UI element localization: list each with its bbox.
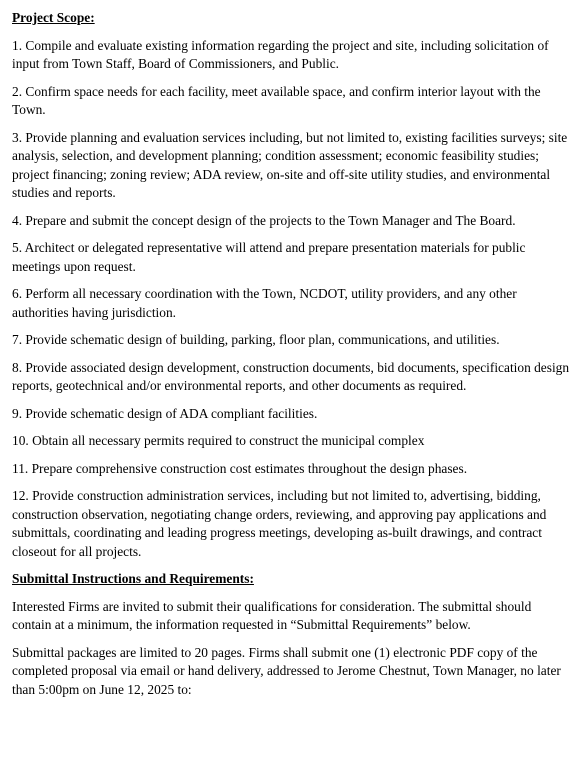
- scope-item-7: 7. Provide schematic design of building, parking, floor plan, communications, and utilities.: [12, 332, 500, 347]
- scope-item-4: 4. Prepare and submit the concept design of the projects to the Town Manager and The Board.: [12, 212, 516, 228]
- project-scope-heading: Project Scope:: [12, 10, 95, 25]
- scope-item-5: 5. Architect or delegated representative will attend and prepare presentation materials for public meetings upon request.: [12, 240, 526, 274]
- submittal-instructions-heading: Submittal Instructions and Requirements:: [12, 571, 254, 586]
- scope-item-8: 8. Provide associated design development, construction documents, bid documents, specification design reports, geotechnical and/or environmental reports, and other documents as required.: [12, 359, 570, 393]
- scope-item-6: 6. Perform all necessary coordination with the Town, NCDOT, utility providers, and any other authorities having jurisdiction.: [12, 286, 517, 320]
- submittal-paragraph-2: Submittal packages are limited to 20 pages. Firms shall submit one (1) electronic PDF copy of the completed proposal via email or hand delivery, addressed to Jerome Chestnut, Town Manager, no later than 5:00pm on June 12, 2025 to:: [12, 644, 561, 697]
- scope-item-12: 12. Provide construction administration services, including but not limited to, advertising, bidding, construction observation, negotiating change orders, reviewing, and approving pay applications and submittals, coordinating and leading progress meetings, developing as-built drawings, and contract closeout for all projects.: [12, 488, 547, 559]
- scope-item-1: 1. Compile and evaluate existing information regarding the project and site, including solicitation of input from Town Staff, Board of Commissioners, and Public.: [12, 37, 549, 71]
- document-page: [12, 9, 572, 708]
- scope-item-10: 10. Obtain all necessary permits required to construct the municipal complex: [12, 433, 425, 448]
- submittal-paragraph-1: Interested Firms are invited to submit their qualifications for consideration. The submittal should contain at a minimum, the information requested in “Submittal Requirements” below.: [12, 598, 532, 632]
- scope-item-2: 2. Confirm space needs for each facility, meet available space, and confirm interior layout with the Town.: [12, 83, 541, 117]
- scope-item-3: 3. Provide planning and evaluation services including, but not limited to, existing facilities surveys; site analysis, selection, and development planning; condition assessment; economic feasibility studies; project financing; zoning review; ADA review, on-site and off-site utility studies, and environmental studies and reports.: [12, 129, 568, 200]
- scope-item-11: 11. Prepare comprehensive construction cost estimates throughout the design phases.: [12, 460, 468, 476]
- scope-item-9: 9. Provide schematic design of ADA compliant facilities.: [12, 405, 318, 421]
